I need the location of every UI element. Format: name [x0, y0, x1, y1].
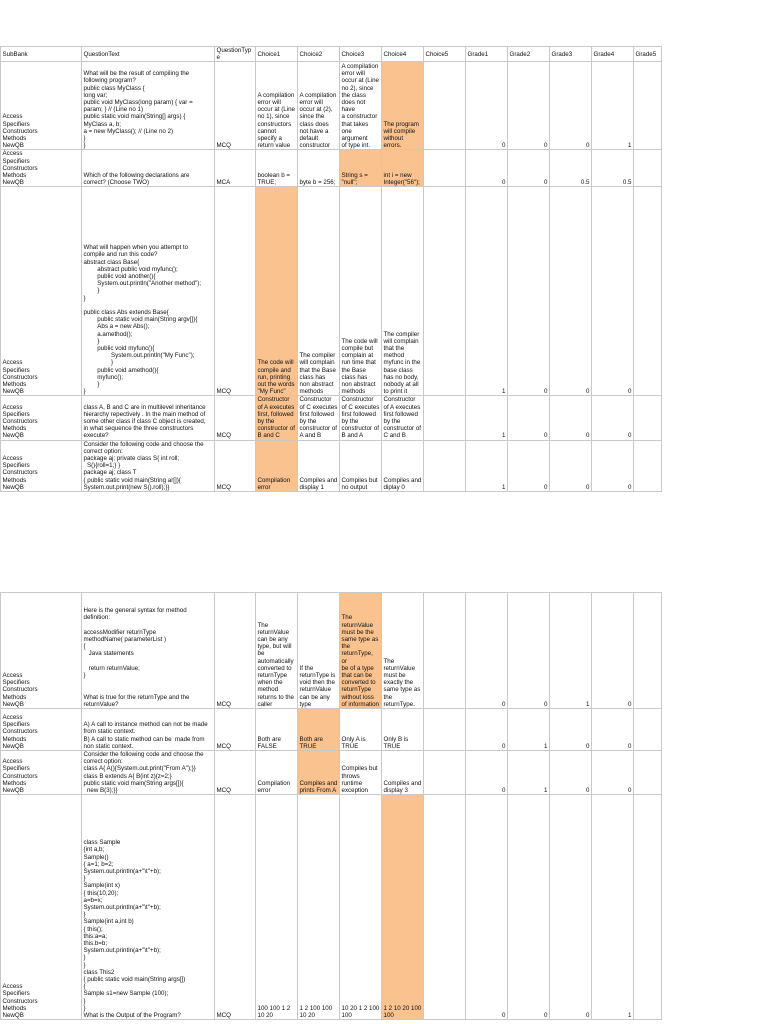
- choice4-cell: The returnValue must be exactly the same type as the returnType.: [382, 593, 424, 709]
- grade4-cell: 0: [592, 396, 634, 440]
- header-choice4: Choice4: [382, 47, 424, 62]
- choice4-cell: int i = new Integer("56");: [382, 150, 424, 187]
- header-question-type: QuestionType: [215, 47, 256, 62]
- grade1-cell: 0: [466, 150, 508, 187]
- question-text-cell: Which of the following declarations are correct? (Choose TWO): [82, 150, 215, 187]
- choice3-cell: Compiles but no output: [340, 440, 382, 491]
- table-body-page-1: [1, 62, 662, 492]
- table-row: [1, 751, 662, 795]
- grade3-cell: 0: [550, 62, 592, 150]
- choice4-cell: Compiles and display 3: [382, 751, 424, 795]
- grade4-cell: 0: [592, 709, 634, 751]
- choice3-cell: 10 20 1 2 100 100: [340, 795, 382, 1020]
- grade3-cell: 0: [550, 751, 592, 795]
- header-question-text: QuestionText: [82, 47, 215, 62]
- header-grade5: Grade5: [634, 47, 662, 62]
- choice2-cell: If the returnType is void then the returnValue can be any type: [298, 593, 340, 709]
- grade5-cell: [634, 150, 662, 187]
- grade2-cell: 0: [508, 62, 550, 150]
- table-body-page-2: [1, 593, 662, 1020]
- subbank-cell: Access Specifiers Constructors Methods NewQB: [1, 593, 82, 709]
- choice2-cell: Constructor of C executes first followed by the constructor of A and B: [298, 396, 340, 440]
- choice5-cell: [424, 62, 466, 150]
- question-text-cell: Consider the following code and choose the correct option: class A{ A(){System.out.print("From A");}} class B extends A{ B(int z){z=2;} public static void main(String args[]){ new B(3);}}: [82, 751, 215, 795]
- header-subbank: SubBank: [1, 47, 82, 62]
- question-text-cell: What will be the result of compiling the following program? public class MyClass { long var; public void MyClass(long param) { var = param; } // (Line no 1) public static void main(String[] args) { MyClass a, b; a = new MyClass(); // (Line no 2) } }: [82, 62, 215, 150]
- subbank-cell: Access Specifiers Constructors Methods NewQB: [1, 709, 82, 751]
- grade4-cell: 0: [592, 187, 634, 396]
- question-type-cell: MCQ: [215, 440, 256, 491]
- grade5-cell: [634, 709, 662, 751]
- grade3-cell: 0: [550, 187, 592, 396]
- choice1-cell: 100 100 1 2 10 20: [256, 795, 298, 1020]
- choice3-cell: Constructor of C executes first followed by the constructor of B and A: [340, 396, 382, 440]
- table-row: [1, 150, 662, 187]
- grade1-cell: 0: [466, 751, 508, 795]
- choice5-cell: [424, 593, 466, 709]
- grade4-cell: 1: [592, 62, 634, 150]
- grade3-cell: 0: [550, 440, 592, 491]
- choice3-cell: Compiles but throws runtime exception: [340, 751, 382, 795]
- subbank-cell: Access Specifiers Constructors Methods NewQB: [1, 440, 82, 491]
- grade4-cell: 1: [592, 795, 634, 1020]
- header-grade3: Grade3: [550, 47, 592, 62]
- choice5-cell: [424, 150, 466, 187]
- choice1-cell: Compilation error: [256, 440, 298, 491]
- choice2-cell: 1 2 100 100 10 20: [298, 795, 340, 1020]
- grade1-cell: 1: [466, 440, 508, 491]
- grade2-cell: 0: [508, 187, 550, 396]
- subbank-cell: Access Specifiers Constructors Methods NewQB: [1, 62, 82, 150]
- question-table-1: [0, 46, 662, 492]
- question-text-cell: What will happen when you attempt to compile and run this code? abstract class Base{ abstract public void myfunc(); public void another(){ System.out.println("Another method"); } } public class Abs extends Base{ public static void main(String argv[]){ Abs a = new Abs(); a.amethod(); } public void myfunc(){ System.out.println("My Func"); } public void amethod(){ myfunc(); } }: [82, 187, 215, 396]
- choice2-cell: Both are TRUE: [298, 709, 340, 751]
- grade1-cell: 0: [466, 709, 508, 751]
- grade2-cell: 1: [508, 751, 550, 795]
- grade2-cell: 0: [508, 150, 550, 187]
- grade4-cell: 0: [592, 440, 634, 491]
- choice2-cell: Compiles and prints From A: [298, 751, 340, 795]
- grade5-cell: [634, 396, 662, 440]
- grade2-cell: 0: [508, 396, 550, 440]
- grade4-cell: 0: [592, 593, 634, 709]
- grade1-cell: 0: [466, 62, 508, 150]
- subbank-cell: Access Specifiers Constructors Methods NewQB: [1, 795, 82, 1020]
- grade1-cell: 0: [466, 795, 508, 1020]
- grade1-cell: 0: [466, 593, 508, 709]
- question-type-cell: MCQ: [215, 709, 256, 751]
- choice5-cell: [424, 751, 466, 795]
- subbank-cell: Access Specifiers Constructors Methods NewQB: [1, 751, 82, 795]
- grade4-cell: 0.5: [592, 150, 634, 187]
- grade3-cell: 0: [550, 795, 592, 1020]
- grade5-cell: [634, 440, 662, 491]
- grade2-cell: 0: [508, 593, 550, 709]
- choice5-cell: [424, 709, 466, 751]
- choice2-cell: Compiles and display 1: [298, 440, 340, 491]
- question-text-cell: Here is the general syntax for method definition: accessModifier returnType methodName( parameterList ) { Java statements return returnValue; } What is true for the returnType and the returnValue?: [82, 593, 215, 709]
- table-row: [1, 440, 662, 491]
- choice1-cell: Both are FALSE: [256, 709, 298, 751]
- choice1-cell: Constructor of A executes first, followed by the constructor of B and C: [256, 396, 298, 440]
- choice1-cell: The returnValue can be any type, but will be automatically converted to returnType when the method returns to the caller: [256, 593, 298, 709]
- choice3-cell: The returnValue must be the same type as the returnType, or be of a type that can be converted to returnType without loss of information: [340, 593, 382, 709]
- choice4-cell: The program will compile without errors.: [382, 62, 424, 150]
- grade2-cell: 0: [508, 440, 550, 491]
- grade3-cell: 0: [550, 396, 592, 440]
- choice3-cell: The code will compile but complain at run time that the Base class has non abstract methods: [340, 187, 382, 396]
- grade5-cell: [634, 795, 662, 1020]
- grade5-cell: [634, 187, 662, 396]
- subbank-cell: Access Specifiers Constructors Methods NewQB: [1, 150, 82, 187]
- header-grade1: Grade1: [466, 47, 508, 62]
- subbank-cell: Access Specifiers Constructors Methods NewQB: [1, 396, 82, 440]
- question-text-cell: class A, B and C are in multilevel inheritance hierarchy repectively . In the main method of some other class if class C object is created, in what sequence the three constructors execute?: [82, 396, 215, 440]
- choice1-cell: boolean b = TRUE;: [256, 150, 298, 187]
- table-row: [1, 593, 662, 709]
- question-type-cell: MCQ: [215, 795, 256, 1020]
- table-row: [1, 187, 662, 396]
- choice4-cell: Compiles and diplay 0: [382, 440, 424, 491]
- grade4-cell: 0: [592, 751, 634, 795]
- question-type-cell: MCA: [215, 150, 256, 187]
- grade1-cell: 1: [466, 187, 508, 396]
- choice3-cell: Only A is TRUE: [340, 709, 382, 751]
- question-type-cell: MCQ: [215, 751, 256, 795]
- choice3-cell: A compilation error will occur at (Line no 2), since the class does not have a constructor that takes one argument of type int.: [340, 62, 382, 150]
- header-choice2: Choice2: [298, 47, 340, 62]
- grade3-cell: 0.5: [550, 150, 592, 187]
- header-choice3: Choice3: [340, 47, 382, 62]
- question-type-cell: MCQ: [215, 593, 256, 709]
- grade1-cell: 1: [466, 396, 508, 440]
- grade2-cell: 0: [508, 795, 550, 1020]
- choice4-cell: Only B is TRUE: [382, 709, 424, 751]
- question-text-cell: Consider the following code and choose the correct option: package aj; private class S{ int roll; S(){roll=1;} } package aj; class T { public static void main(String ar[]){ System.out.print(new S().roll);}}: [82, 440, 215, 491]
- grade3-cell: 1: [550, 593, 592, 709]
- sheet-page-2: [0, 592, 768, 1020]
- question-text-cell: A) A call to instance method can not be made from static context. B) A call to static method can be made from non static context.: [82, 709, 215, 751]
- choice4-cell: Constructor of A executes first followed by the constructor of C and B: [382, 396, 424, 440]
- table-row: [1, 62, 662, 150]
- header-choice5: Choice5: [424, 47, 466, 62]
- choice5-cell: [424, 795, 466, 1020]
- choice4-cell: 1 2 10 20 100 100: [382, 795, 424, 1020]
- table-row: [1, 795, 662, 1020]
- choice2-cell: The compiler will complain that the Base class has non abstract methods: [298, 187, 340, 396]
- choice5-cell: [424, 187, 466, 396]
- question-text-cell: class Sample {int a,b; Sample() { a=1; b=2; System.out.println(a+"\t"+b); } Sample(int x) { this(10,20); a=b=x; System.out.println(a+"\t"+b); } Sample(int a,int b) { this(); this.a=a; this.b=b; System.out.println(a+"\t"+b); } } class This2 { public static void main(String args[]) { Sample s1=new Sample (100); } } What is the Output of the Program?: [82, 795, 215, 1020]
- choice2-cell: byte b = 256;: [298, 150, 340, 187]
- subbank-cell: Access Specifiers Constructors Methods NewQB: [1, 187, 82, 396]
- choice5-cell: [424, 396, 466, 440]
- grade3-cell: 0: [550, 709, 592, 751]
- choice5-cell: [424, 440, 466, 491]
- sheet-page-1: [0, 46, 768, 492]
- grade5-cell: [634, 751, 662, 795]
- question-type-cell: MCQ: [215, 62, 256, 150]
- header-row: [1, 47, 662, 62]
- header-grade4: Grade4: [592, 47, 634, 62]
- choice1-cell: The code will compile and run, printing out the words "My Func": [256, 187, 298, 396]
- choice1-cell: Compilation error: [256, 751, 298, 795]
- header-choice1: Choice1: [256, 47, 298, 62]
- question-type-cell: MCQ: [215, 187, 256, 396]
- grade5-cell: [634, 593, 662, 709]
- grade2-cell: 1: [508, 709, 550, 751]
- question-type-cell: MCQ: [215, 396, 256, 440]
- choice2-cell: A compilation error will occur at (2), since the class does not have a default constructor: [298, 62, 340, 150]
- table-row: [1, 709, 662, 751]
- choice3-cell: String s = "null";: [340, 150, 382, 187]
- question-table-2: [0, 592, 662, 1020]
- header-grade2: Grade2: [508, 47, 550, 62]
- table-row: [1, 396, 662, 440]
- grade5-cell: [634, 62, 662, 150]
- choice4-cell: The compiler will complain that the method myfunc in the base class has no body, nobody at all to print it: [382, 187, 424, 396]
- choice1-cell: A compilation error will occur at (Line no 1), since constructors cannot specify a return value: [256, 62, 298, 150]
